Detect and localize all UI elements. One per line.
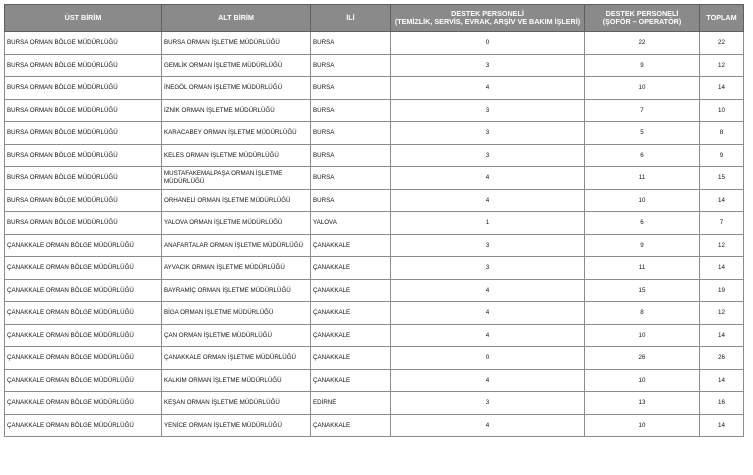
cell-toplam: 14 [700,369,744,392]
cell-toplam: 15 [700,167,744,190]
cell-ili: BURSA [311,99,391,122]
cell-destek-sofor: 22 [585,32,700,55]
cell-destek-sofor: 7 [585,99,700,122]
cell-destek-temizlik: 4 [391,77,585,100]
table-row [5,122,744,145]
cell-ust-birim: ÇANAKKALE ORMAN BÖLGE MÜDÜRLÜĞÜ [5,392,162,415]
header-destek1-line2: (TEMİZLİK, SERVİS, EVRAK, ARŞİV VE BAKIM İŞLERİ) [394,17,581,26]
cell-ili: ÇANAKKALE [311,414,391,437]
cell-ust-birim: BURSA ORMAN BÖLGE MÜDÜRLÜĞÜ [5,77,162,100]
cell-destek-sofor: 10 [585,414,700,437]
cell-alt-birim: ANAFARTALAR ORMAN İŞLETME MÜDÜRLÜĞÜ [162,234,311,257]
cell-destek-temizlik: 4 [391,369,585,392]
table-row [5,212,744,235]
cell-ust-birim: ÇANAKKALE ORMAN BÖLGE MÜDÜRLÜĞÜ [5,324,162,347]
cell-destek-sofor: 10 [585,77,700,100]
cell-alt-birim: İZNİK ORMAN İŞLETME MÜDÜRLÜĞÜ [162,99,311,122]
table-row [5,414,744,437]
cell-destek-sofor: 8 [585,302,700,325]
header-destek-personeli-temizlik [391,5,585,32]
cell-toplam: 22 [700,32,744,55]
cell-destek-temizlik: 1 [391,212,585,235]
cell-ili: ÇANAKKALE [311,369,391,392]
cell-toplam: 14 [700,324,744,347]
cell-destek-sofor: 5 [585,122,700,145]
cell-destek-temizlik: 4 [391,189,585,212]
cell-destek-sofor: 11 [585,167,700,190]
cell-alt-birim: İNEGÖL ORMAN İŞLETME MÜDÜRLÜĞÜ [162,77,311,100]
cell-destek-sofor: 10 [585,189,700,212]
cell-ili: ÇANAKKALE [311,279,391,302]
table-row [5,189,744,212]
table-row [5,234,744,257]
cell-ili: ÇANAKKALE [311,324,391,347]
cell-ili: BURSA [311,144,391,167]
cell-alt-birim: MUSTAFAKEMALPAŞA ORMAN İŞLETME MÜDÜRLÜĞÜ [162,167,311,190]
cell-ili: BURSA [311,32,391,55]
cell-destek-temizlik: 4 [391,302,585,325]
cell-alt-birim: YENİCE ORMAN İŞLETME MÜDÜRLÜĞÜ [162,414,311,437]
cell-toplam: 10 [700,99,744,122]
header-destek2-line2: (ŞOFÖR – OPERATÖR) [602,17,682,26]
cell-alt-birim: AYVACIK ORMAN İŞLETME MÜDÜRLÜĞÜ [162,257,311,280]
cell-ili: YALOVA [311,212,391,235]
table-row [5,167,744,190]
cell-destek-temizlik: 0 [391,347,585,370]
table-row [5,99,744,122]
table-row [5,324,744,347]
cell-destek-sofor: 26 [585,347,700,370]
cell-alt-birim: KALKIM ORMAN İŞLETME MÜDÜRLÜĞÜ [162,369,311,392]
cell-destek-temizlik: 3 [391,144,585,167]
personnel-table-sheet [4,4,744,437]
cell-ust-birim: BURSA ORMAN BÖLGE MÜDÜRLÜĞÜ [5,54,162,77]
cell-ust-birim: BURSA ORMAN BÖLGE MÜDÜRLÜĞÜ [5,99,162,122]
cell-ust-birim: BURSA ORMAN BÖLGE MÜDÜRLÜĞÜ [5,167,162,190]
header-alt-birim: ALT BİRİM [162,5,311,32]
cell-alt-birim: GEMLİK ORMAN İŞLETME MÜDÜRLÜĞÜ [162,54,311,77]
cell-ili: ÇANAKKALE [311,302,391,325]
cell-destek-sofor: 10 [585,324,700,347]
cell-alt-birim: ÇAN ORMAN İŞLETME MÜDÜRLÜĞÜ [162,324,311,347]
cell-ust-birim: BURSA ORMAN BÖLGE MÜDÜRLÜĞÜ [5,122,162,145]
cell-destek-sofor: 9 [585,234,700,257]
cell-ili: BURSA [311,122,391,145]
table-row [5,144,744,167]
cell-toplam: 19 [700,279,744,302]
cell-alt-birim: KEŞAN ORMAN İŞLETME MÜDÜRLÜĞÜ [162,392,311,415]
header-destek-personeli-sofor [585,5,700,32]
cell-destek-temizlik: 4 [391,414,585,437]
cell-ili: ÇANAKKALE [311,257,391,280]
table-header-row [5,5,744,32]
table-row [5,279,744,302]
table-row [5,302,744,325]
cell-ust-birim: ÇANAKKALE ORMAN BÖLGE MÜDÜRLÜĞÜ [5,369,162,392]
cell-toplam: 12 [700,234,744,257]
table-row [5,392,744,415]
cell-alt-birim: KELES ORMAN İŞLETME MÜDÜRLÜĞÜ [162,144,311,167]
cell-alt-birim: ORHANELİ ORMAN İŞLETME MÜDÜRLÜĞÜ [162,189,311,212]
table-body [5,32,744,437]
cell-toplam: 8 [700,122,744,145]
cell-ust-birim: ÇANAKKALE ORMAN BÖLGE MÜDÜRLÜĞÜ [5,234,162,257]
cell-alt-birim: ÇANAKKALE ORMAN İŞLETME MÜDÜRLÜĞÜ [162,347,311,370]
cell-toplam: 16 [700,392,744,415]
cell-destek-temizlik: 0 [391,32,585,55]
cell-destek-temizlik: 3 [391,392,585,415]
cell-toplam: 14 [700,257,744,280]
cell-ust-birim: BURSA ORMAN BÖLGE MÜDÜRLÜĞÜ [5,189,162,212]
table-row [5,347,744,370]
table-row [5,54,744,77]
cell-destek-sofor: 9 [585,54,700,77]
cell-destek-sofor: 15 [585,279,700,302]
table-row [5,257,744,280]
cell-ili: ÇANAKKALE [311,234,391,257]
cell-destek-temizlik: 3 [391,122,585,145]
table-row [5,77,744,100]
cell-alt-birim: BURSA ORMAN İŞLETME MÜDÜRLÜĞÜ [162,32,311,55]
cell-ili: EDİRNE [311,392,391,415]
cell-ili: ÇANAKKALE [311,347,391,370]
table-row [5,369,744,392]
cell-alt-birim: KARACABEY ORMAN İŞLETME MÜDÜRLÜĞÜ [162,122,311,145]
cell-destek-temizlik: 4 [391,324,585,347]
cell-destek-temizlik: 4 [391,279,585,302]
cell-destek-sofor: 6 [585,212,700,235]
cell-toplam: 14 [700,77,744,100]
personnel-table [4,4,744,437]
cell-toplam: 9 [700,144,744,167]
cell-ust-birim: BURSA ORMAN BÖLGE MÜDÜRLÜĞÜ [5,144,162,167]
header-ili: İLİ [311,5,391,32]
cell-ili: BURSA [311,77,391,100]
table-row [5,32,744,55]
cell-destek-sofor: 11 [585,257,700,280]
cell-ust-birim: BURSA ORMAN BÖLGE MÜDÜRLÜĞÜ [5,212,162,235]
cell-ust-birim: ÇANAKKALE ORMAN BÖLGE MÜDÜRLÜĞÜ [5,302,162,325]
cell-toplam: 26 [700,347,744,370]
cell-ust-birim: ÇANAKKALE ORMAN BÖLGE MÜDÜRLÜĞÜ [5,347,162,370]
cell-destek-temizlik: 3 [391,234,585,257]
header-destek2-line1: DESTEK PERSONELİ [605,8,679,18]
cell-ili: BURSA [311,54,391,77]
cell-ust-birim: ÇANAKKALE ORMAN BÖLGE MÜDÜRLÜĞÜ [5,257,162,280]
cell-alt-birim: BİGA ORMAN İŞLETME MÜDÜRLÜĞÜ [162,302,311,325]
cell-destek-sofor: 13 [585,392,700,415]
cell-toplam: 14 [700,414,744,437]
cell-destek-temizlik: 3 [391,99,585,122]
cell-ust-birim: ÇANAKKALE ORMAN BÖLGE MÜDÜRLÜĞÜ [5,414,162,437]
cell-destek-temizlik: 3 [391,54,585,77]
cell-ili: BURSA [311,167,391,190]
cell-ust-birim: ÇANAKKALE ORMAN BÖLGE MÜDÜRLÜĞÜ [5,279,162,302]
cell-destek-sofor: 10 [585,369,700,392]
cell-ust-birim: BURSA ORMAN BÖLGE MÜDÜRLÜĞÜ [5,32,162,55]
cell-destek-temizlik: 3 [391,257,585,280]
header-destek1-line1: DESTEK PERSONELİ [451,8,524,18]
cell-destek-temizlik: 4 [391,167,585,190]
cell-alt-birim: BAYRAMİÇ ORMAN İŞLETME MÜDÜRLÜĞÜ [162,279,311,302]
cell-ili: BURSA [311,189,391,212]
cell-toplam: 7 [700,212,744,235]
cell-toplam: 14 [700,189,744,212]
header-toplam: TOPLAM [700,5,744,32]
cell-alt-birim: YALOVA ORMAN İŞLETME MÜDÜRLÜĞÜ [162,212,311,235]
cell-toplam: 12 [700,302,744,325]
cell-destek-sofor: 6 [585,144,700,167]
cell-toplam: 12 [700,54,744,77]
header-ust-birim: ÜST BİRİM [5,5,162,32]
